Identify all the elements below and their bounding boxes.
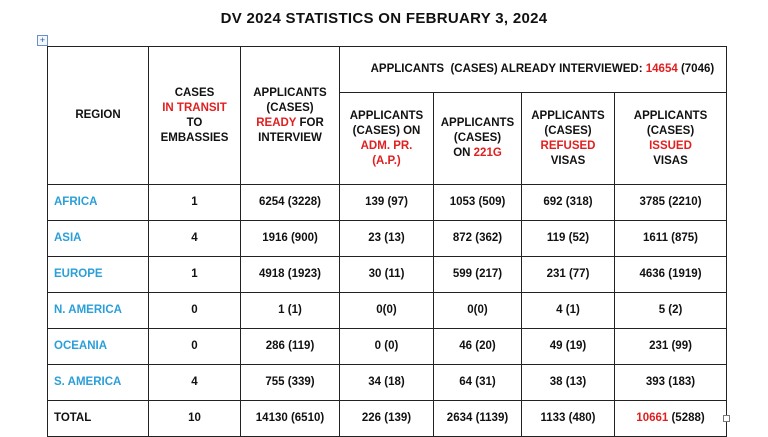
cell-ready: 1 (1): [241, 293, 340, 329]
total-221g: 2634 (1139): [434, 401, 522, 437]
refused-header: APPLICANTS (CASES) REFUSED VISAS: [522, 93, 615, 185]
page-title: DV 2024 STATISTICS ON FEBRUARY 3, 2024: [220, 10, 548, 27]
total-issued: 10661 (5288): [615, 401, 727, 437]
table-resize-handle-icon[interactable]: [723, 415, 730, 422]
total-transit: 10: [149, 401, 241, 437]
table-row: [48, 329, 727, 365]
table-row: [48, 365, 727, 401]
ap-header: APPLICANTS (CASES) ON ADM. PR. (A.P.): [340, 93, 434, 185]
issued-header: APPLICANTS (CASES) ISSUED VISAS: [615, 93, 727, 185]
region-header: REGION: [48, 47, 149, 185]
region-europe[interactable]: EUROPE: [48, 257, 149, 293]
table-row: [48, 221, 727, 257]
cell-refused: 119 (52): [522, 221, 615, 257]
interviewed-header: APPLICANTS (CASES) ALREADY INTERVIEWED: 14654 (7046): [340, 47, 727, 93]
g221-header: APPLICANTS (CASES) ON 221G: [434, 93, 522, 185]
cell-transit: 0: [149, 329, 241, 365]
table-row: [48, 293, 727, 329]
cell-refused: 231 (77): [522, 257, 615, 293]
cell-transit: 1: [149, 185, 241, 221]
cell-transit: 0: [149, 293, 241, 329]
cell-ready: 6254 (3228): [241, 185, 340, 221]
cell-ready: 286 (119): [241, 329, 340, 365]
region-north-america[interactable]: N. AMERICA: [48, 293, 149, 329]
cell-ap: 34 (18): [340, 365, 434, 401]
cell-transit: 4: [149, 365, 241, 401]
table-row: [48, 185, 727, 221]
cell-issued: 3785 (2210): [615, 185, 727, 221]
cell-transit: 4: [149, 221, 241, 257]
cell-221g: 599 (217): [434, 257, 522, 293]
cell-ready: 755 (339): [241, 365, 340, 401]
cell-refused: 692 (318): [522, 185, 615, 221]
cell-ap: 23 (13): [340, 221, 434, 257]
transit-header: CASES IN TRANSIT TO EMBASSIES: [149, 47, 241, 185]
ready-header: APPLICANTS (CASES) READY FOR INTERVIEW: [241, 47, 340, 185]
cell-issued: 1611 (875): [615, 221, 727, 257]
cell-refused: 38 (13): [522, 365, 615, 401]
cell-ap: 0(0): [340, 293, 434, 329]
total-label: TOTAL: [48, 401, 149, 437]
cell-221g: 1053 (509): [434, 185, 522, 221]
cell-issued: 231 (99): [615, 329, 727, 365]
total-refused: 1133 (480): [522, 401, 615, 437]
table-move-handle-icon[interactable]: +: [37, 35, 48, 46]
total-ready: 14130 (6510): [241, 401, 340, 437]
cell-ap: 0 (0): [340, 329, 434, 365]
cell-ready: 4918 (1923): [241, 257, 340, 293]
cell-issued: 393 (183): [615, 365, 727, 401]
region-asia[interactable]: ASIA: [48, 221, 149, 257]
cell-refused: 49 (19): [522, 329, 615, 365]
cell-221g: 0(0): [434, 293, 522, 329]
table-row: [48, 257, 727, 293]
cell-ap: 30 (11): [340, 257, 434, 293]
statistics-table: [47, 46, 727, 437]
cell-transit: 1: [149, 257, 241, 293]
cell-221g: 46 (20): [434, 329, 522, 365]
region-africa[interactable]: AFRICA: [48, 185, 149, 221]
total-row: [48, 401, 727, 437]
region-south-america[interactable]: S. AMERICA: [48, 365, 149, 401]
cell-refused: 4 (1): [522, 293, 615, 329]
cell-issued: 5 (2): [615, 293, 727, 329]
cell-ap: 139 (97): [340, 185, 434, 221]
total-ap: 226 (139): [340, 401, 434, 437]
cell-issued: 4636 (1919): [615, 257, 727, 293]
region-oceania[interactable]: OCEANIA: [48, 329, 149, 365]
cell-ready: 1916 (900): [241, 221, 340, 257]
cell-221g: 872 (362): [434, 221, 522, 257]
cell-221g: 64 (31): [434, 365, 522, 401]
